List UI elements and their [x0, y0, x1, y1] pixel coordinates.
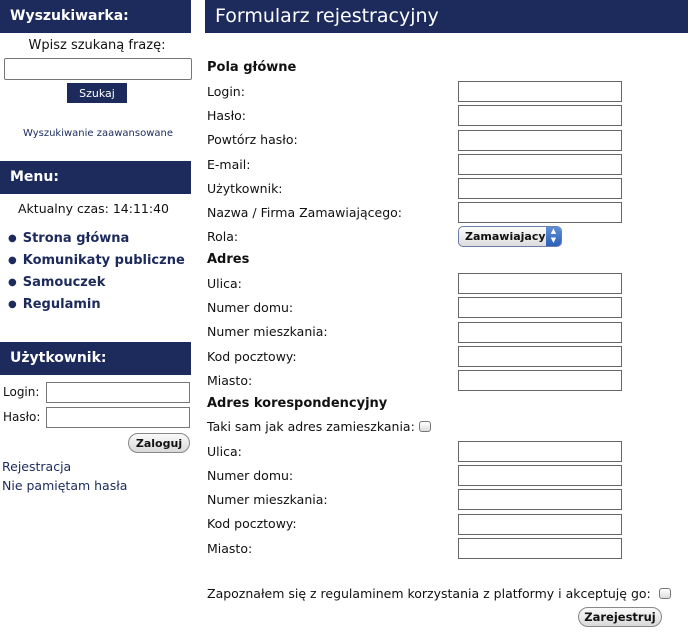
advanced-search-link[interactable]: Wyszukiwanie zaawansowane — [22, 128, 174, 139]
same-as-address-row — [205, 415, 688, 439]
field-label: Kod pocztowy: — [207, 516, 297, 532]
field-corr-street — [205, 439, 688, 463]
section-address: Adres — [207, 252, 250, 268]
login-row — [0, 381, 194, 403]
bullet-icon: ● — [8, 299, 17, 310]
password-row — [0, 406, 194, 428]
field-label: Rola: — [207, 229, 239, 245]
field-corr-city — [205, 536, 688, 560]
same-as-address-checkbox[interactable] — [419, 421, 431, 432]
field-password — [205, 103, 688, 127]
registration-form — [205, 0, 688, 627]
corr-street-field[interactable] — [458, 441, 622, 462]
field-label: Ulica: — [207, 275, 242, 291]
password-field[interactable] — [458, 105, 622, 126]
search-input[interactable] — [4, 58, 192, 80]
apartment-number-field[interactable] — [458, 322, 622, 343]
field-label: Miasto: — [207, 540, 253, 556]
field-repeat-password — [205, 128, 688, 152]
field-email — [205, 152, 688, 176]
field-street — [205, 271, 688, 295]
field-postal — [205, 344, 688, 368]
menu-item-label[interactable]: Komunikaty publiczne — [22, 253, 185, 268]
field-company — [205, 200, 688, 224]
menu-item-terms[interactable] — [0, 296, 194, 318]
register-button[interactable]: Zarejestruj — [578, 607, 662, 627]
login-input[interactable] — [46, 382, 190, 403]
email-field[interactable] — [458, 154, 622, 175]
field-label: Numer mieszkania: — [207, 324, 328, 340]
field-label: Użytkownik: — [207, 180, 283, 196]
corr-apartment-number-field[interactable] — [458, 489, 622, 510]
company-field[interactable] — [458, 202, 622, 223]
field-house — [205, 295, 688, 319]
menu-item-label[interactable]: Regulamin — [22, 297, 101, 312]
bullet-icon: ● — [8, 255, 17, 266]
field-label: Kod pocztowy: — [207, 348, 297, 364]
current-time — [18, 201, 194, 216]
search-header: Wyszukiwarka: — [0, 0, 191, 33]
house-number-field[interactable] — [458, 297, 622, 318]
menu-item-tutorial[interactable] — [0, 274, 194, 296]
bullet-icon: ● — [8, 233, 17, 244]
search-label: Wpisz szukaną frazę: — [28, 38, 166, 53]
menu-item-home[interactable] — [0, 230, 194, 252]
page-title: Formularz rejestracyjny — [205, 0, 688, 33]
menu-header: Menu: — [0, 161, 191, 194]
field-login — [205, 79, 688, 103]
field-corr-apartment — [205, 487, 688, 511]
login-button[interactable]: Zaloguj — [128, 433, 190, 453]
menu-item-label[interactable]: Samouczek — [22, 275, 106, 290]
same-as-address-label: Taki sam jak adres zamieszkania: — [207, 419, 415, 435]
terms-row — [205, 584, 688, 604]
sidebar — [0, 0, 194, 493]
field-role — [205, 225, 688, 249]
field-label: Numer domu: — [207, 300, 294, 316]
field-label: Hasło: — [207, 107, 246, 123]
time-label: Aktualny czas: — [18, 201, 109, 216]
menu-item-label[interactable]: Strona główna — [22, 231, 130, 246]
street-field[interactable] — [458, 273, 622, 294]
field-label: Login: — [207, 83, 245, 99]
role-select-value: Zamawiajacy — [465, 229, 546, 243]
city-field[interactable] — [458, 370, 622, 391]
repeat-password-field[interactable] — [458, 130, 622, 151]
password-label: Hasło: — [3, 410, 41, 424]
section-main-fields: Pola główne — [207, 60, 297, 75]
corr-city-field[interactable] — [458, 538, 622, 559]
field-label: Miasto: — [207, 372, 253, 388]
field-label: E-mail: — [207, 156, 251, 172]
user-field[interactable] — [458, 178, 622, 199]
postal-code-field[interactable] — [458, 346, 622, 367]
role-select[interactable] — [458, 226, 562, 247]
field-apartment — [205, 320, 688, 344]
terms-label: Zapoznałem się z regulaminem korzystania z platformy i akceptuję go: — [207, 586, 651, 602]
field-label: Numer mieszkania: — [207, 492, 328, 508]
select-arrows-icon: ▲ ▼ — [546, 227, 561, 246]
field-label: Nazwa / Firma Zamawiającego: — [207, 205, 403, 221]
terms-checkbox[interactable] — [659, 588, 671, 599]
search-button[interactable]: Szukaj — [67, 83, 127, 103]
field-corr-house — [205, 463, 688, 487]
section-correspondence-address: Adres korespondencyjny — [207, 395, 388, 411]
user-box-header: Użytkownik: — [0, 342, 191, 375]
field-corr-postal — [205, 512, 688, 536]
register-link[interactable]: Rejestracja — [2, 459, 72, 474]
corr-postal-code-field[interactable] — [458, 514, 622, 535]
password-input[interactable] — [46, 407, 190, 428]
forgot-password-link[interactable]: Nie pamiętam hasła — [2, 478, 128, 493]
menu-list — [0, 230, 194, 318]
login-field[interactable] — [458, 81, 622, 102]
corr-house-number-field[interactable] — [458, 465, 622, 486]
field-city — [205, 368, 688, 392]
field-label: Powtórz hasło: — [207, 132, 298, 148]
field-user — [205, 176, 688, 200]
menu-item-announcements[interactable] — [0, 252, 194, 274]
login-label: Login: — [3, 385, 40, 399]
field-label: Ulica: — [207, 443, 242, 459]
field-label: Numer domu: — [207, 467, 294, 483]
time-value: 14:11:40 — [112, 201, 169, 216]
bullet-icon: ● — [8, 277, 17, 288]
